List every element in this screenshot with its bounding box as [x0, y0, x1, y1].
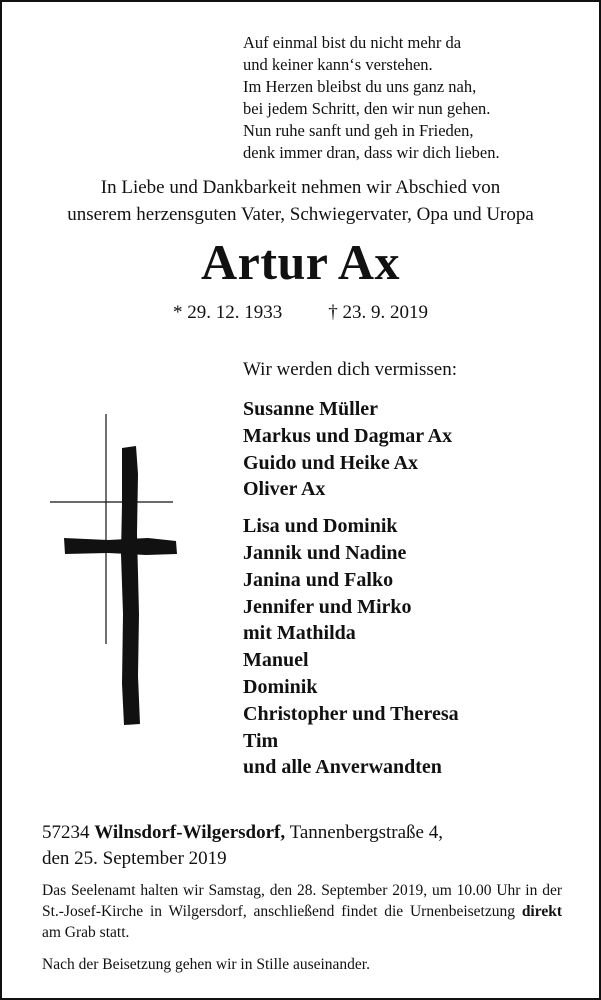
- postal-code: 57234: [42, 822, 90, 843]
- mourner-name: Susanne Müller: [243, 398, 379, 420]
- group-spacer: [243, 503, 459, 513]
- mourner-name: mit Mathilda: [243, 622, 356, 645]
- notice-date: den 25. September 2019: [42, 848, 227, 869]
- mourner-name: Jannik und Nadine: [243, 541, 407, 564]
- mourner-name: Oliver Ax: [243, 478, 326, 501]
- town-name: Wilnsdorf-Wilgersdorf,: [94, 822, 286, 843]
- closing-note: Nach der Beisetzung gehen wir in Stille auseinander.: [42, 956, 370, 973]
- life-dates: [2, 300, 599, 326]
- poem: [243, 32, 500, 164]
- death-date: † 23. 9. 2019: [328, 302, 428, 323]
- mourner-name: Dominik: [243, 675, 318, 698]
- mourner-name: Manuel: [243, 649, 309, 672]
- street-address: Tannenbergstraße 4,: [289, 822, 443, 843]
- poem-line: denk immer dran, dass wir dich lieben.: [243, 143, 500, 162]
- service-text: Das Seelenamt halten wir Samstag, den 28. September 2019, um 10.00 Uhr in der St.-Josef-Kirche in Wilgersdorf, anschließend findet die Urnenbeisetzung: [42, 882, 562, 920]
- birth-date: * 29. 12. 1933: [173, 302, 283, 323]
- intro-line: unserem herzensguten Vater, Schwiegervater, Opa und Uropa: [67, 204, 534, 225]
- mourner-name: Jennifer und Mirko: [243, 595, 412, 618]
- mourners-heading: Wir werden dich vermissen:: [243, 359, 457, 380]
- poem-line: Auf einmal bist du nicht mehr da: [243, 33, 462, 52]
- address-line: [42, 820, 443, 846]
- intro-text: [2, 174, 599, 228]
- cross-icon: [48, 414, 178, 728]
- mourner-name: Tim: [243, 729, 279, 752]
- mourner-name: Lisa und Dominik: [243, 515, 398, 538]
- poem-line: Nun ruhe sanft und geh in Frieden,: [243, 121, 474, 140]
- poem-line: bei jedem Schritt, den wir nun gehen.: [243, 99, 491, 118]
- mourner-name: Guido und Heike Ax: [243, 451, 419, 474]
- service-info: [42, 880, 562, 943]
- mourners-list: [243, 396, 459, 781]
- service-emphasis: direkt: [521, 903, 563, 920]
- service-text-end: am Grab statt.: [42, 924, 130, 941]
- mourner-name: Janina und Falko: [243, 568, 394, 591]
- poem-line: und keiner kann‘s verstehen.: [243, 55, 433, 74]
- deceased-name: Artur Ax: [201, 234, 400, 290]
- mourner-name: und alle Anverwandten: [243, 756, 442, 779]
- mourner-name: Christopher und Theresa: [243, 702, 459, 725]
- mourner-name: Markus und Dagmar Ax: [243, 424, 453, 447]
- poem-line: Im Herzen bleibst du uns ganz nah,: [243, 77, 477, 96]
- address-block: [42, 820, 443, 872]
- intro-line: In Liebe und Dankbarkeit nehmen wir Abschied von: [100, 177, 501, 198]
